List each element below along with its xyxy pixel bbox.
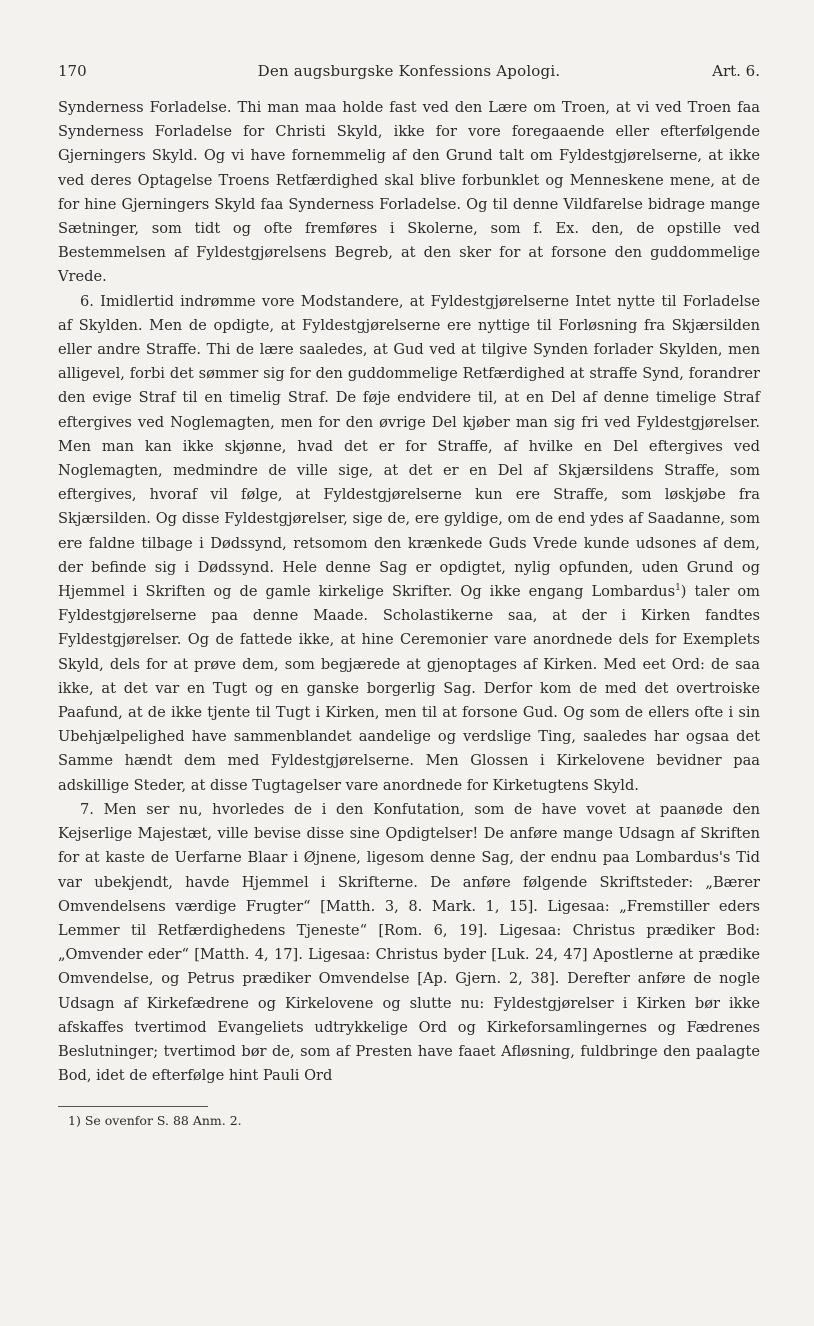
running-title: Den augsburgske Konfessions Apologi. xyxy=(257,62,561,80)
footnote-text: Se ovenfor S. 88 Anm. 2. xyxy=(84,1113,242,1129)
footnote-ref: 1 xyxy=(675,583,681,594)
paragraph-2: 6. Imidlertid indrømme vore Modstandere, at Fyldestgjørelserne Intet nytte til Forladelse af Skylden. Men de opdigte, at Fyldestgjørelserne ere nyttige til Forløsning fra Skjærsilden eller andre Straffe. Thi de lære saaledes, at Gud ved at tilgive Synden forlader Skylden, men alligevel, forbi det sømmer sig for den guddommelige Retfærdighed at straffe Synd, forandrer den evige Straf til en timelig Straf. De føje endvidere til, at en Del af denne timelige Straf eftergives ved Noglemagten, men for den øvrige Del kjøber man sig fri ved Fyldestgjørelser. Men man kan ikke skjønne, hvad det er for Straffe, af hvilke en Del eftergives ved Noglemagten, medmindre de ville sige, at det er en Del af Skjærsildens Straffe, som eftergives, hvoraf vil følge, at Fyldestgjørelserne kun ere Straffe, som løskjøbe fra Skjærsilden. Og disse Fyldestgjørelser, sige de, ere gyldige, om de end ydes af Saadanne, som ere faldne tilbage i Dødssynd, retsomom den krænkede Guds Vrede kunde udsones af dem, der befinde sig i Dødssynd. Hele denne Sag er opdigtet, nylig opfunden, uden Grund og Hjemmel i Skriften og de gamle kirkelige Skrifter. Og ikke engang Lombardus$^1$) taler om Fyldestgjørelserne paa denne Maade. Scholastikerne saa, at der i Kirken fandtes Fyldestgjørelser. Og de fattede ikke, at hine Ceremonier vare anordnede dels for Exemplets Skyld, dels for at prøve dem, som begjærede at gjenoptages af Kirken. Med eet Ord: de saa ikke, at det var en Tugt og en ganske borgerlig Sag. Derfor kom de med det overtroiske Paafund, at de ikke tjente til Tugt i Kirken, men til at forsone Gud. Og som de ellers ofte i sin Ubehjælpelighed have sammenblandet aandelige og verdslige Ting, saaledes har ogsaa det Samme hændt dem med Fyldestgjørelserne. Men Glossen i Kirkelovene bevidner paa adskillige Steder, at disse Tugtagelser vare anordnede for Kirketugtens Skyld. xyxy=(58,292,760,794)
footnote xyxy=(58,1113,760,1128)
body-text xyxy=(58,96,760,1088)
footnote-marker: 1) xyxy=(68,1113,81,1129)
page xyxy=(58,62,760,1128)
footnote-rule xyxy=(58,1106,208,1107)
article-label: Art. 6. xyxy=(712,62,760,80)
page-number: 170 xyxy=(58,62,87,80)
running-head xyxy=(58,62,760,86)
paragraph-1: Synderness Forladelse. Thi man maa holde fast ved den Lære om Troen, at vi ved Troen faa Synderness Forladelse for Christi Skyld, ikke for vore foregaaende eller efterfølgende Gjerningers Skyld. Og vi have fornemmelig af den Grund talt om Fyldestgjørelserne, at ikke ved deres Optagelse Troens Retfærdighed skal blive forbunklet og Menneskene mene, at de for hine Gjerningers Skyld faa Synderness Forladelse. Og til denne Vildfarelse bidrage mange Sætninger, som tidt og ofte fremføres i Skolerne, som f. Ex. den, de opstille ved Bestemmelsen af Fyldestgjørelsens Begreb, at den sker for at forsone den guddommelige Vrede. xyxy=(58,99,760,286)
paragraph-3: 7. Men ser nu, hvorledes de i den Konfutation, som de have vovet at paanøde den Kejserlige Majestæt, ville bevise disse sine Opdigtelser! De anføre mange Udsagn af Skriften for at kaste de Uerfarne Blaar i Øjnene, ligesom denne Sag, der endnu paa Lombardus's Tid var ubekjendt, havde Hjemmel i Skrifterne. De anføre følgende Skriftsteder: „Bærer Omvendelsens værdige Frugter“ [Matth. 3, 8. Mark. 1, 15]. Ligesaa: „Fremstiller eders Lemmer til Retfærdighedens Tjeneste“ [Rom. 6, 19]. Ligesaa: Christus prædiker Bod: „Omvender eder“ [Matth. 4, 17]. Ligesaa: Christus byder [Luk. 24, 47] Apostlerne at prædike Omvendelse, og Petrus prædiker Omvendelse [Ap. Gjern. 2, 38]. Derefter anføre de nogle Udsagn af Kirkefædrene og Kirkelovene og slutte nu: Fyldestgjørelser i Kirken bør ikke afskaffes tvertimod Evangeliets udtrykkelige Ord og Kirkeforsamlingernes og Fædrenes Beslutninger; tvertimod bør de, som af Presten have faaet Afløsning, fuldbringe den paalagte Bod, idet de efterfølge hint Pauli Ord xyxy=(58,800,760,1085)
paragraph-2-continuation: taler om Fyldestgjørelserne paa denne Maade. Scholastikerne saa, at der i Kirken fandtes Fyldestgjørelser. Og de fattede ikke, at hine Ceremonier vare anordnede dels for Exemplets Skyld, dels for at prøve dem, som begjærede at gjenoptages af Kirken. Med eet Ord: de saa ikke, at det var en Tugt og en ganske borgerlig Sag. Derfor kom de med det overtroiske Paafund, at de ikke tjente til Tugt i Kirken, men til at forsone Gud. Og som de ellers ofte i sin Ubehjælpelighed have sammenblandet aandelige og verdslige Ting, saaledes har ogsaa det Samme hændt dem med Fyldestgjørelserne. Men Glossen i Kirkelovene bevidner paa adskillige Steder, at disse Tugtagelser vare anordnede for Kirketugtens Skyld. xyxy=(58,583,760,794)
paragraph-2-text: 6. Imidlertid indrømme vore Modstandere, at Fyldestgjørelserne Intet nytte til Forladelse af Skylden. Men de opdigte, at Fyldestgjørelserne ere nyttige til Forløsning fra Skjærsilden eller andre Straffe. Thi de lære saaledes, at Gud ved at tilgive Synden forlader Skylden, men alligevel, forbi det sømmer sig for den guddommelige Retfærdighed at straffe Synd, forandrer den evige Straf til en timelig Straf. De føje endvidere til, at en Del af denne timelige Straf eftergives ved Noglemagten, men for den øvrige Del kjøber man sig fri ved Fyldestgjørelser. Men man kan ikke skjønne, hvad det er for Straffe, af hvilke en Del eftergives ved Noglemagten, medmindre de ville sige, at det er en Del af Skjærsildens Straffe, som eftergives, hvoraf vil følge, at Fyldestgjørelserne kun ere Straffe, som løskjøbe fra Skjærsilden. Og disse Fyldestgjørelser, sige de, ere gyldige, om de end ydes af Saadanne, som ere faldne tilbage i Dødssynd, retsomom den krænkede Guds Vrede kunde udsones af dem, der befinde sig i Dødssynd. Hele denne Sag er opdigtet, nylig opfunden, uden Grund og Hjemmel i Skriften og de gamle kirkelige Skrifter. Og ikke engang Lombardus xyxy=(58,292,760,601)
